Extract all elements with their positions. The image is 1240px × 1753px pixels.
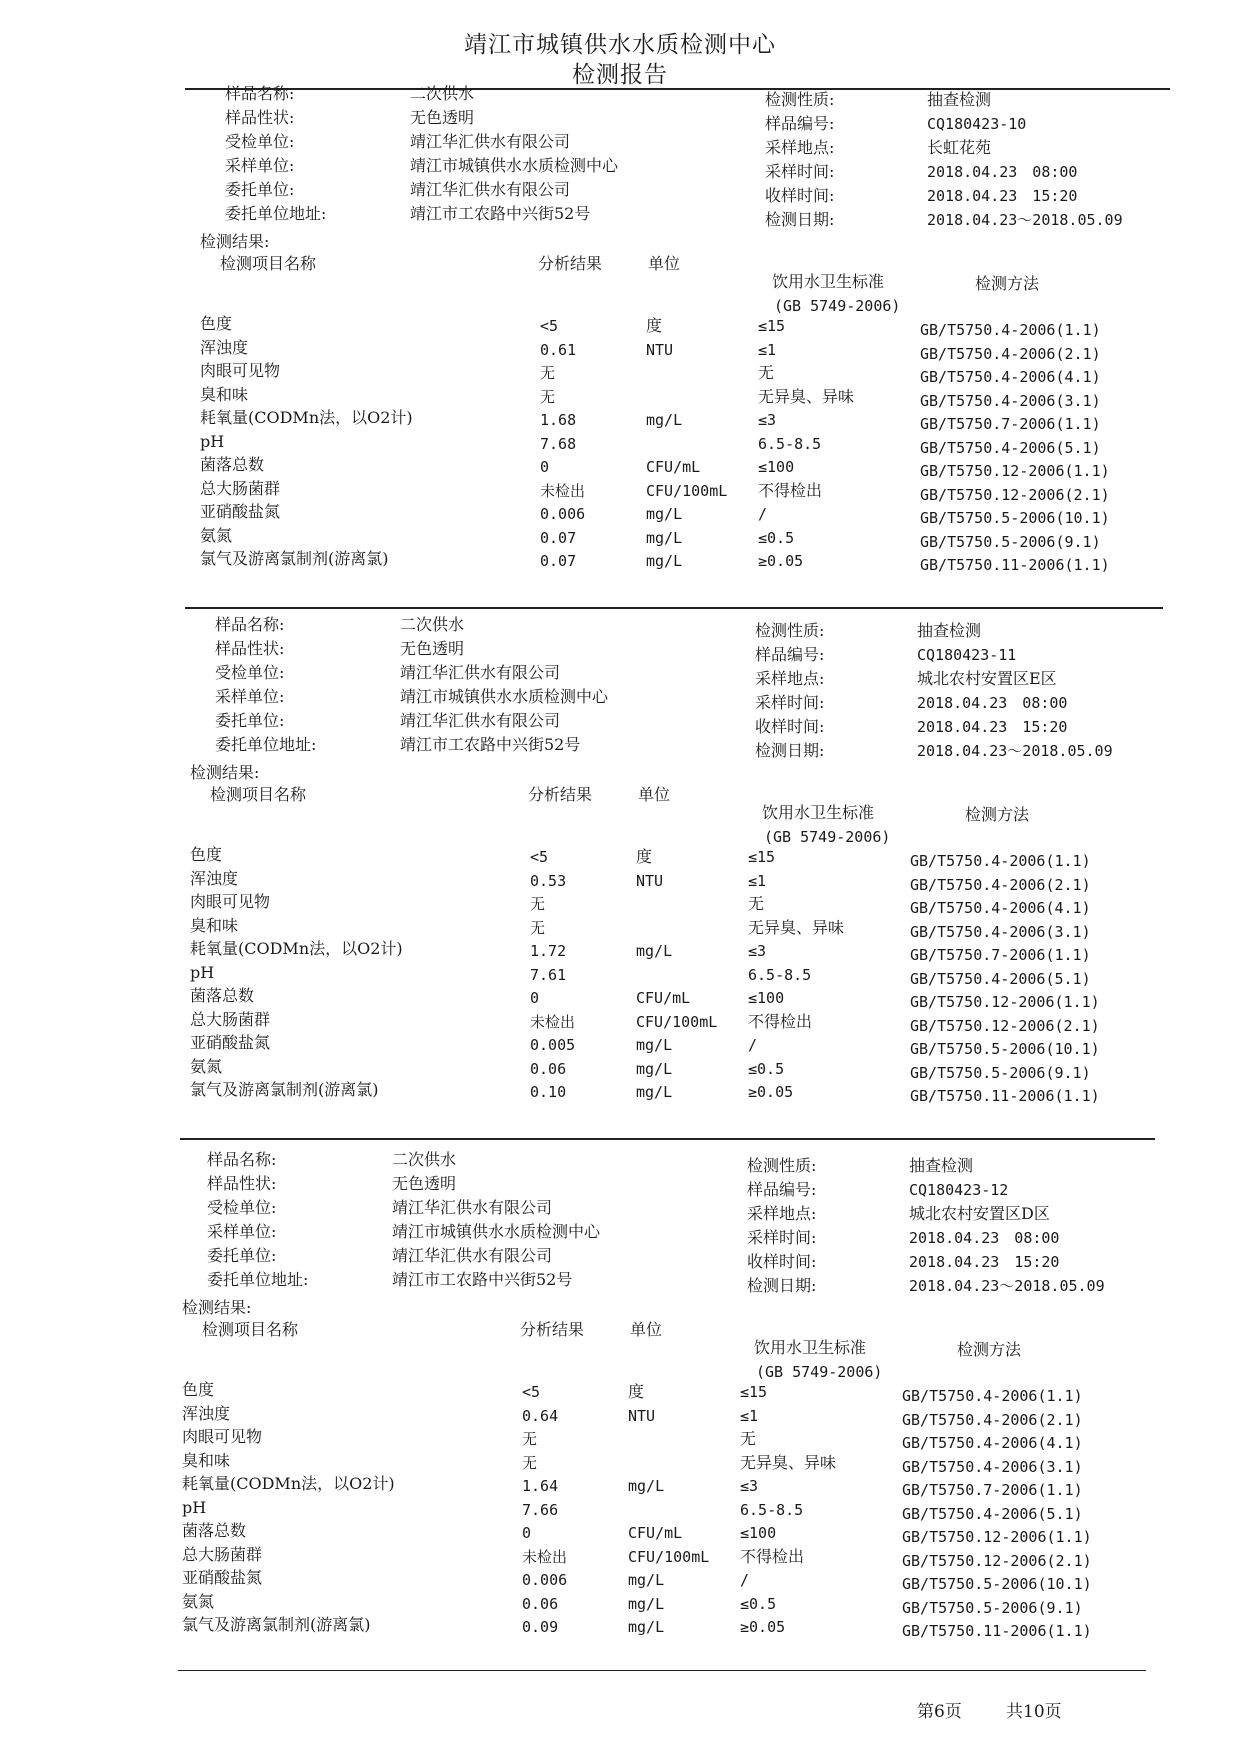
item-result: 0.005 xyxy=(530,1036,576,1054)
item-unit: mg/L xyxy=(636,1036,673,1054)
item-unit: mg/L xyxy=(628,1571,665,1589)
col-result-header: 分析结果 xyxy=(528,785,593,804)
col-unit-header: 单位 xyxy=(648,254,681,273)
client-unit-label: 委托单位: xyxy=(207,1246,277,1265)
item-standard: ≤0.5 xyxy=(758,528,795,547)
item-standard: ≥0.05 xyxy=(740,1618,786,1636)
receive-time-value: 2018.04.23 15:20 xyxy=(917,718,1068,736)
item-method: GB/T5750.5-2006(10.1) xyxy=(910,1040,1100,1058)
item-standard: ≥0.05 xyxy=(748,1083,794,1101)
inspected-unit-value: 靖江华汇供水有限公司 xyxy=(410,132,571,151)
item-standard: 无 xyxy=(758,363,775,382)
item-method: GB/T5750.4-2006(3.1) xyxy=(910,922,1091,941)
sample-name-value: 二次供水 xyxy=(410,84,475,103)
item-name: pH xyxy=(182,1497,207,1517)
col-standard-header: 饮用水卫生标准 xyxy=(754,1338,867,1357)
sampling-site-label: 采样地点: xyxy=(755,669,825,688)
item-unit: mg/L xyxy=(636,1059,673,1078)
client-address-label: 委托单位地址: xyxy=(207,1270,309,1289)
item-standard: ≤0.5 xyxy=(740,1594,777,1613)
item-name: 总大肠菌群 xyxy=(200,478,281,498)
inspected-unit-value: 靖江华汇供水有限公司 xyxy=(400,663,561,682)
page-total: 共10页 xyxy=(1006,1702,1062,1722)
item-name: 色度 xyxy=(190,845,223,864)
item-method: GB/T5750.12-2006(1.1) xyxy=(902,1528,1092,1546)
col-item-header: 检测项目名称 xyxy=(210,785,307,804)
item-method: GB/T5750.4-2006(2.1) xyxy=(902,1410,1083,1429)
item-unit: CFU/100mL xyxy=(646,481,728,500)
results-label: 检测结果: xyxy=(182,1298,252,1317)
item-result: 1.72 xyxy=(530,942,567,960)
item-result: 0 xyxy=(530,989,540,1007)
item-unit: NTU xyxy=(646,340,674,359)
sampling-time-label: 采样时间: xyxy=(755,693,825,712)
item-name: 氯气及游离氯制剂(游离氯) xyxy=(190,1080,379,1099)
item-name: 肉眼可见物 xyxy=(182,1427,263,1446)
item-standard: ≤3 xyxy=(740,1477,759,1495)
item-standard: 无异臭、异味 xyxy=(748,917,845,937)
client-address-value: 靖江市工农路中兴街52号 xyxy=(392,1270,573,1289)
sampling-site-value: 城北农村安置区D区 xyxy=(909,1204,1050,1223)
sampling-unit-value: 靖江市城镇供水水质检测中心 xyxy=(392,1222,601,1241)
sample-name-value: 二次供水 xyxy=(392,1150,457,1169)
inspected-unit-value: 靖江华汇供水有限公司 xyxy=(392,1198,553,1217)
item-unit: mg/L xyxy=(646,528,683,547)
client-address-label: 委托单位地址: xyxy=(225,204,327,223)
item-standard: ≤3 xyxy=(758,411,777,429)
col-standard-sub: (GB 5749-2006) xyxy=(764,828,891,846)
item-standard: ≤1 xyxy=(740,1406,759,1425)
item-method: GB/T5750.12-2006(2.1) xyxy=(902,1551,1092,1570)
item-name: 氯气及游离氯制剂(游离氯) xyxy=(200,549,389,568)
item-standard: ≤15 xyxy=(748,848,776,866)
sampling-time-value: 2018.04.23 08:00 xyxy=(927,163,1078,181)
sample-state-label: 样品性状: xyxy=(225,108,295,127)
test-date-value: 2018.04.23～2018.05.09 xyxy=(927,211,1123,229)
col-unit-header: 单位 xyxy=(630,1320,663,1339)
sample-no-label: 样品编号: xyxy=(755,645,825,664)
item-standard: / xyxy=(748,1036,758,1054)
item-unit: 度 xyxy=(636,847,653,866)
report-block-2 xyxy=(190,615,1190,1135)
test-nature-label: 检测性质: xyxy=(755,621,825,640)
item-method: GB/T5750.7-2006(1.1) xyxy=(910,946,1091,964)
client-unit-value: 靖江华汇供水有限公司 xyxy=(410,180,571,199)
item-unit: CFU/100mL xyxy=(628,1547,710,1566)
item-unit: 度 xyxy=(646,316,663,335)
item-unit: mg/L xyxy=(646,411,683,429)
client-unit-value: 靖江华汇供水有限公司 xyxy=(392,1246,553,1265)
item-name: 总大肠菌群 xyxy=(190,1009,271,1029)
item-method: GB/T5750.4-2006(1.1) xyxy=(902,1387,1083,1405)
item-result: 未检出 xyxy=(540,481,586,500)
item-unit: NTU xyxy=(628,1406,656,1425)
item-method: GB/T5750.11-2006(1.1) xyxy=(902,1622,1092,1640)
sample-state-value: 无色透明 xyxy=(410,108,475,127)
client-address-label: 委托单位地址: xyxy=(215,735,317,754)
receive-time-value: 2018.04.23 15:20 xyxy=(927,187,1078,205)
item-result: 0.06 xyxy=(530,1059,567,1078)
item-method: GB/T5750.4-2006(5.1) xyxy=(902,1504,1083,1523)
sample-state-value: 无色透明 xyxy=(400,639,465,658)
item-method: GB/T5750.4-2006(5.1) xyxy=(920,438,1101,457)
item-method: GB/T5750.11-2006(1.1) xyxy=(910,1087,1100,1105)
item-standard: ≤15 xyxy=(758,317,786,335)
report-block-1 xyxy=(200,84,1200,604)
item-standard: 不得检出 xyxy=(748,1011,813,1031)
item-unit: 度 xyxy=(628,1382,645,1401)
item-unit: CFU/mL xyxy=(646,458,701,476)
col-method-header: 检测方法 xyxy=(975,274,1040,293)
sample-name-label: 样品名称: xyxy=(215,615,285,634)
org-title: 靖江市城镇供水水质检测中心 xyxy=(464,32,776,58)
item-method: GB/T5750.4-2006(3.1) xyxy=(920,391,1101,410)
item-method: GB/T5750.12-2006(1.1) xyxy=(910,993,1100,1011)
item-method: GB/T5750.4-2006(2.1) xyxy=(910,875,1091,894)
sample-no-value: CQ180423-11 xyxy=(917,646,1017,664)
item-method: GB/T5750.4-2006(4.1) xyxy=(902,1434,1083,1452)
item-name: 菌落总数 xyxy=(190,986,255,1005)
item-result: 1.68 xyxy=(540,411,577,429)
item-name: 氯气及游离氯制剂(游离氯) xyxy=(182,1615,371,1634)
sample-no-value: CQ180423-12 xyxy=(909,1181,1009,1199)
sample-no-label: 样品编号: xyxy=(765,114,835,133)
sampling-time-label: 采样时间: xyxy=(747,1228,817,1247)
item-result: 无 xyxy=(540,387,556,406)
item-method: GB/T5750.5-2006(10.1) xyxy=(920,509,1110,527)
item-unit: mg/L xyxy=(646,505,683,523)
section-rule-1 xyxy=(185,607,1163,609)
sampling-site-value: 长虹花苑 xyxy=(927,138,992,157)
item-name: 氨氮 xyxy=(200,525,233,545)
item-name: pH xyxy=(190,962,215,982)
sampling-time-label: 采样时间: xyxy=(765,162,835,181)
page-number: 第6页 xyxy=(917,1702,962,1722)
item-name: 肉眼可见物 xyxy=(190,892,271,911)
inspected-unit-label: 受检单位: xyxy=(215,663,285,682)
item-standard: 6.5-8.5 xyxy=(748,965,812,984)
item-standard: ≤100 xyxy=(740,1524,777,1542)
item-unit: mg/L xyxy=(628,1477,665,1495)
item-unit: mg/L xyxy=(636,942,673,960)
item-name: 耗氧量(CODMn法，以O2计) xyxy=(182,1474,395,1493)
item-result: 0.07 xyxy=(540,552,577,570)
client-unit-label: 委托单位: xyxy=(225,180,295,199)
inspected-unit-label: 受检单位: xyxy=(225,132,295,151)
item-method: GB/T5750.12-2006(2.1) xyxy=(910,1016,1100,1035)
item-name: 浑浊度 xyxy=(200,337,249,357)
item-method: GB/T5750.5-2006(10.1) xyxy=(902,1575,1092,1593)
item-result: 0.64 xyxy=(522,1406,559,1425)
sampling-unit-label: 采样单位: xyxy=(225,156,295,175)
item-method: GB/T5750.4-2006(4.1) xyxy=(910,899,1091,917)
doc-title: 检测报告 xyxy=(572,62,668,88)
col-standard-sub: (GB 5749-2006) xyxy=(774,297,901,315)
item-unit: mg/L xyxy=(628,1594,665,1613)
item-standard: ≤1 xyxy=(748,871,767,890)
item-name: 色度 xyxy=(200,314,233,333)
item-name: 亚硝酸盐氮 xyxy=(182,1568,263,1587)
sampling-site-label: 采样地点: xyxy=(765,138,835,157)
sampling-site-value: 城北农村安置区E区 xyxy=(917,669,1057,688)
test-nature-value: 抽查检测 xyxy=(917,621,982,640)
results-label: 检测结果: xyxy=(190,763,260,782)
col-method-header: 检测方法 xyxy=(957,1340,1022,1359)
item-method: GB/T5750.4-2006(1.1) xyxy=(920,321,1101,339)
item-result: <5 xyxy=(530,848,549,866)
item-unit: NTU xyxy=(636,871,664,890)
item-method: GB/T5750.5-2006(9.1) xyxy=(920,532,1101,551)
item-unit: CFU/100mL xyxy=(636,1012,718,1031)
item-result: 0.07 xyxy=(540,528,577,547)
receive-time-label: 收样时间: xyxy=(765,186,835,205)
test-date-label: 检测日期: xyxy=(755,741,825,760)
item-result: 7.61 xyxy=(530,965,567,984)
item-name: 臭和味 xyxy=(190,915,239,935)
item-standard: / xyxy=(740,1571,750,1589)
item-standard: 无异臭、异味 xyxy=(758,386,855,406)
item-unit: CFU/mL xyxy=(628,1524,683,1542)
item-result: 未检出 xyxy=(522,1547,568,1566)
test-date-label: 检测日期: xyxy=(765,210,835,229)
sample-state-value: 无色透明 xyxy=(392,1174,457,1193)
section-rule-2 xyxy=(180,1138,1155,1140)
test-date-value: 2018.04.23～2018.05.09 xyxy=(917,742,1113,760)
item-standard: 6.5-8.5 xyxy=(740,1500,804,1519)
sampling-site-label: 采样地点: xyxy=(747,1204,817,1223)
item-name: 臭和味 xyxy=(182,1450,231,1470)
client-unit-value: 靖江华汇供水有限公司 xyxy=(400,711,561,730)
sample-state-label: 样品性状: xyxy=(207,1174,277,1193)
item-method: GB/T5750.12-2006(1.1) xyxy=(920,462,1110,480)
sampling-time-value: 2018.04.23 08:00 xyxy=(917,694,1068,712)
item-name: 浑浊度 xyxy=(182,1403,231,1423)
item-standard: ≤100 xyxy=(758,458,795,476)
item-unit: CFU/mL xyxy=(636,989,691,1007)
item-standard: ≤15 xyxy=(740,1383,768,1401)
item-name: 亚硝酸盐氮 xyxy=(190,1033,271,1052)
item-result: 无 xyxy=(530,918,546,937)
sampling-unit-value: 靖江市城镇供水水质检测中心 xyxy=(400,687,609,706)
col-unit-header: 单位 xyxy=(638,785,671,804)
receive-time-label: 收样时间: xyxy=(755,717,825,736)
item-result: 无 xyxy=(530,895,546,913)
item-standard: 6.5-8.5 xyxy=(758,434,822,453)
item-result: <5 xyxy=(522,1383,541,1401)
item-standard: 无异臭、异味 xyxy=(740,1452,837,1472)
item-method: GB/T5750.12-2006(2.1) xyxy=(920,485,1110,504)
item-standard: ≥0.05 xyxy=(758,552,804,570)
col-item-header: 检测项目名称 xyxy=(202,1320,299,1339)
inspected-unit-label: 受检单位: xyxy=(207,1198,277,1217)
item-standard: ≤100 xyxy=(748,989,785,1007)
col-result-header: 分析结果 xyxy=(520,1320,585,1339)
sample-name-label: 样品名称: xyxy=(207,1150,277,1169)
sample-state-label: 样品性状: xyxy=(215,639,285,658)
item-result: 0.61 xyxy=(540,340,577,359)
item-name: 氨氮 xyxy=(190,1056,223,1076)
sampling-unit-label: 采样单位: xyxy=(207,1222,277,1241)
col-item-header: 检测项目名称 xyxy=(220,254,317,273)
client-address-value: 靖江市工农路中兴街52号 xyxy=(400,735,581,754)
item-result: <5 xyxy=(540,317,559,335)
item-result: 未检出 xyxy=(530,1012,576,1031)
item-unit: mg/L xyxy=(646,552,683,570)
test-date-value: 2018.04.23～2018.05.09 xyxy=(909,1277,1105,1295)
item-method: GB/T5750.11-2006(1.1) xyxy=(920,556,1110,574)
item-result: 0.06 xyxy=(522,1594,559,1613)
item-name: 色度 xyxy=(182,1380,215,1399)
item-name: 总大肠菌群 xyxy=(182,1544,263,1564)
sampling-unit-value: 靖江市城镇供水水质检测中心 xyxy=(410,156,619,175)
item-unit: mg/L xyxy=(636,1083,673,1101)
item-result: 0.53 xyxy=(530,871,567,890)
item-name: pH xyxy=(200,431,225,451)
item-name: 耗氧量(CODMn法，以O2计) xyxy=(190,939,403,958)
test-nature-label: 检测性质: xyxy=(747,1156,817,1175)
item-method: GB/T5750.5-2006(9.1) xyxy=(902,1598,1083,1617)
item-name: 亚硝酸盐氮 xyxy=(200,502,281,521)
sample-no-label: 样品编号: xyxy=(747,1180,817,1199)
item-result: 0.09 xyxy=(522,1618,559,1636)
item-result: 7.66 xyxy=(522,1500,559,1519)
item-result: 无 xyxy=(522,1453,538,1472)
item-name: 菌落总数 xyxy=(182,1521,247,1540)
receive-time-label: 收样时间: xyxy=(747,1252,817,1271)
item-method: GB/T5750.4-2006(1.1) xyxy=(910,852,1091,870)
report-block-3 xyxy=(182,1150,1182,1670)
item-standard: ≤3 xyxy=(748,942,767,960)
item-method: GB/T5750.4-2006(5.1) xyxy=(910,969,1091,988)
item-method: GB/T5750.5-2006(9.1) xyxy=(910,1063,1091,1082)
item-standard: ≤0.5 xyxy=(748,1059,785,1078)
sampling-time-value: 2018.04.23 08:00 xyxy=(909,1229,1060,1247)
sample-name-label: 样品名称: xyxy=(225,84,295,103)
item-name: 菌落总数 xyxy=(200,455,265,474)
item-standard: 无 xyxy=(748,894,765,913)
col-standard-header: 饮用水卫生标准 xyxy=(772,272,885,291)
item-method: GB/T5750.4-2006(4.1) xyxy=(920,368,1101,386)
item-standard: ≤1 xyxy=(758,340,777,359)
results-label: 检测结果: xyxy=(200,232,270,251)
item-standard: / xyxy=(758,505,768,523)
footer-rule xyxy=(178,1670,1146,1671)
test-nature-value: 抽查检测 xyxy=(927,90,992,109)
test-date-label: 检测日期: xyxy=(747,1276,817,1295)
item-result: 0 xyxy=(522,1524,532,1542)
item-result: 1.64 xyxy=(522,1477,559,1495)
item-standard: 不得检出 xyxy=(758,480,823,500)
item-method: GB/T5750.7-2006(1.1) xyxy=(920,415,1101,433)
item-result: 0.006 xyxy=(522,1571,568,1589)
item-unit: mg/L xyxy=(628,1618,665,1636)
col-standard-sub: (GB 5749-2006) xyxy=(756,1363,883,1381)
item-name: 耗氧量(CODMn法，以O2计) xyxy=(200,408,413,427)
col-result-header: 分析结果 xyxy=(538,254,603,273)
item-method: GB/T5750.4-2006(3.1) xyxy=(902,1457,1083,1476)
item-result: 0.006 xyxy=(540,505,586,523)
item-result: 无 xyxy=(540,364,556,382)
item-name: 肉眼可见物 xyxy=(200,361,281,380)
sampling-unit-label: 采样单位: xyxy=(215,687,285,706)
item-result: 无 xyxy=(522,1430,538,1448)
client-unit-label: 委托单位: xyxy=(215,711,285,730)
item-standard: 无 xyxy=(740,1429,757,1448)
item-name: 臭和味 xyxy=(200,384,249,404)
item-result: 7.68 xyxy=(540,434,577,453)
test-nature-label: 检测性质: xyxy=(765,90,835,109)
item-standard: 不得检出 xyxy=(740,1546,805,1566)
sample-no-value: CQ180423-10 xyxy=(927,115,1027,133)
sample-name-value: 二次供水 xyxy=(400,615,465,634)
item-name: 氨氮 xyxy=(182,1591,215,1611)
item-method: GB/T5750.7-2006(1.1) xyxy=(902,1481,1083,1499)
col-standard-header: 饮用水卫生标准 xyxy=(762,803,875,822)
item-result: 0.10 xyxy=(530,1083,567,1101)
test-nature-value: 抽查检测 xyxy=(909,1156,974,1175)
item-result: 0 xyxy=(540,458,550,476)
receive-time-value: 2018.04.23 15:20 xyxy=(909,1253,1060,1271)
client-address-value: 靖江市工农路中兴街52号 xyxy=(410,204,591,223)
item-method: GB/T5750.4-2006(2.1) xyxy=(920,344,1101,363)
col-method-header: 检测方法 xyxy=(965,805,1030,824)
item-name: 浑浊度 xyxy=(190,868,239,888)
